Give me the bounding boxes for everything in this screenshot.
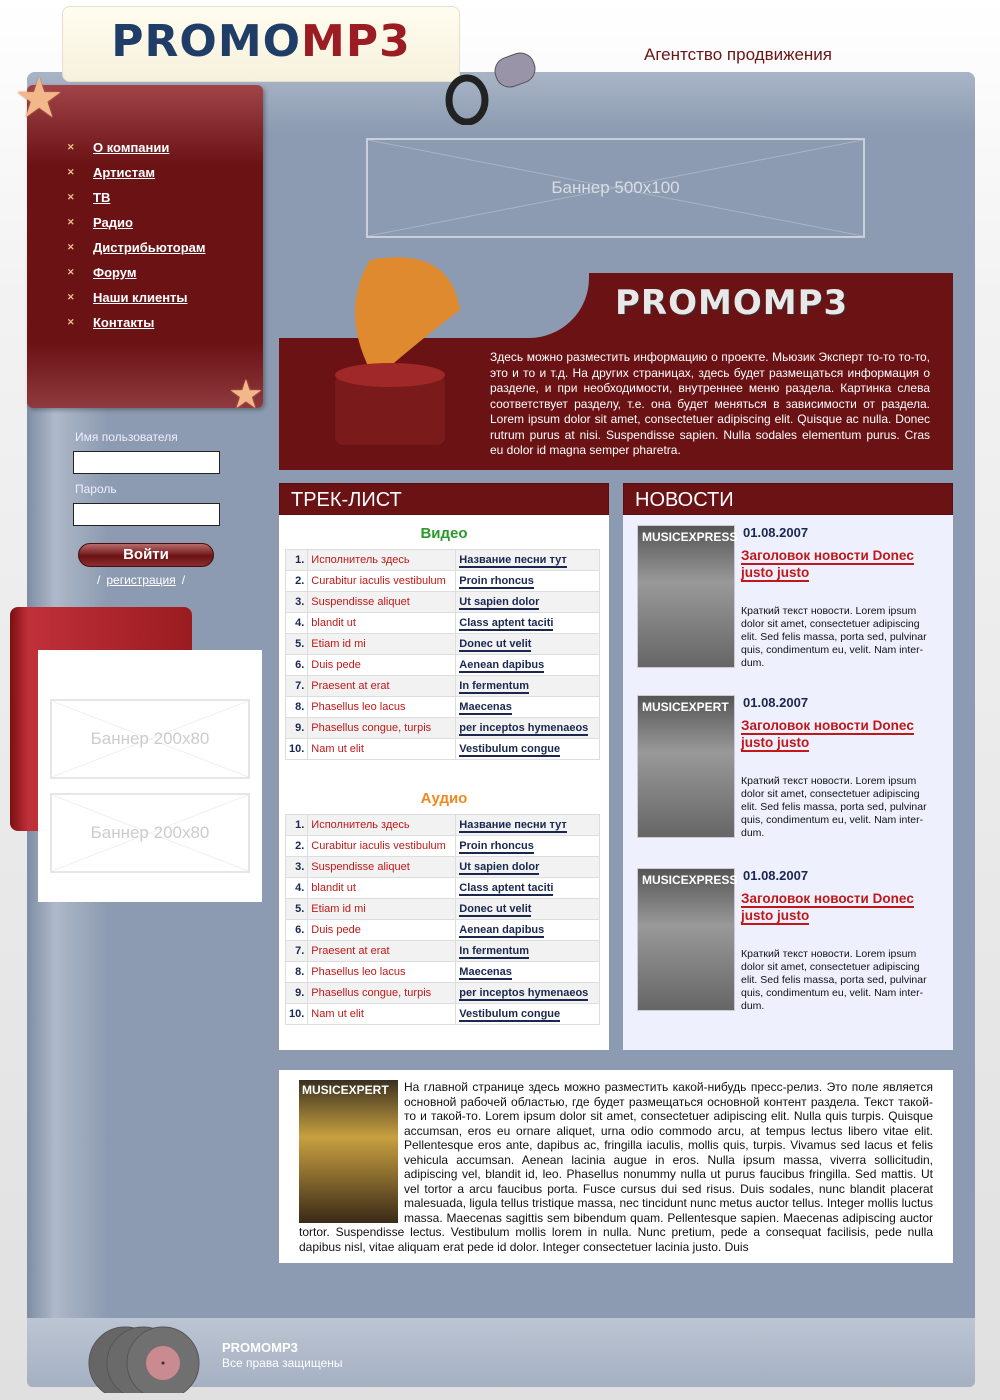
track-artist: blandit ut	[308, 613, 456, 634]
track-song-cell	[456, 920, 600, 941]
menu-link[interactable]: ТВ	[93, 190, 111, 205]
track-song-link[interactable]: Maecenas	[459, 701, 512, 713]
track-song-cell	[456, 634, 600, 655]
track-number: 5.	[286, 634, 308, 655]
track-song-link[interactable]: Aenean dapibus	[459, 924, 545, 936]
track-song-cell	[456, 550, 600, 571]
track-song-cell	[456, 962, 600, 983]
star-icon: ★	[228, 373, 264, 417]
track-song-link[interactable]: Class aptent taciti	[459, 882, 554, 894]
track-artist: Praesent at erat	[308, 676, 456, 697]
video-tracks-table	[285, 549, 600, 760]
track-number: 3.	[286, 592, 308, 613]
track-song-cell	[456, 878, 600, 899]
menu-item-clients[interactable]	[67, 285, 206, 310]
track-song-link[interactable]: Maecenas	[459, 966, 512, 978]
track-row	[286, 550, 600, 571]
banner-label: Баннер 500x100	[551, 178, 680, 197]
banner-500x100[interactable]	[366, 138, 865, 238]
track-artist: Etiam id mi	[308, 899, 456, 920]
track-artist: Phasellus leo lacus	[308, 697, 456, 718]
track-artist: Nam ut elit	[308, 739, 456, 760]
track-artist: Phasellus congue, turpis	[308, 983, 456, 1004]
side-banners	[38, 650, 262, 902]
track-number: 10.	[286, 739, 308, 760]
track-number: 6.	[286, 655, 308, 676]
menu-item-contacts[interactable]	[67, 310, 206, 335]
track-number: 4.	[286, 613, 308, 634]
bullet-icon: ✕	[67, 167, 75, 177]
main-menu	[27, 85, 263, 408]
audio-tracks-table	[285, 814, 600, 1025]
gramophone-image	[300, 250, 470, 460]
intro-title: PROMOMP3	[615, 283, 849, 323]
banner-200x80[interactable]	[50, 793, 250, 873]
menu-link[interactable]: Радио	[93, 215, 133, 230]
bullet-icon: ✕	[67, 242, 75, 252]
track-song-cell	[456, 941, 600, 962]
news-panel	[623, 483, 953, 1050]
track-artist: Etiam id mi	[308, 634, 456, 655]
track-song-cell	[456, 592, 600, 613]
menu-item-company[interactable]	[67, 135, 206, 160]
track-row	[286, 815, 600, 836]
track-artist: Duis pede	[308, 655, 456, 676]
track-artist: Исполнитель здесь	[308, 815, 456, 836]
track-artist: Praesent at erat	[308, 941, 456, 962]
track-row	[286, 697, 600, 718]
news-summary: Краткий текст новости. Lorem ipsum dolor sit amet, consectetuer adipiscing elit. Sed felis massa, porta sed, pulvinar quis, condimentum eu, velit. Nam inter-dum.	[741, 605, 927, 669]
track-artist: Duis pede	[308, 920, 456, 941]
news-image[interactable]	[637, 525, 738, 668]
track-number: 2.	[286, 836, 308, 857]
cover-label: MUSICEXPRESS	[642, 873, 738, 887]
news-headline-link[interactable]: Заголовок новости Donec justo justo	[741, 891, 914, 923]
menu-link[interactable]: Форум	[93, 265, 137, 280]
register-link[interactable]: регистрация	[106, 573, 176, 587]
track-row	[286, 655, 600, 676]
track-number: 9.	[286, 718, 308, 739]
track-number: 1.	[286, 815, 308, 836]
track-number: 1.	[286, 550, 308, 571]
intro-text: Здесь можно разместить информацию о проекте. Мьюзик Эксперт то-то то-то, это и то и т.д. На других страницах, здесь будет размещаться информация о разделе, и при необходимости, внутреннее меню раздела. Картинка слева соответствует разделу, т.е. она будет меняться в зависимости от раздела. Lorem ipsum dolor sit amet, consectetuer adipiscing elit. Quisque ac nulla. Donec rutrum purus at nisi. Suspendisse sapien. Nulla sodales elementum purus. Cras eu dolor id magna semper pharetra.	[490, 350, 930, 457]
banner-label: Баннер 200x80	[90, 729, 210, 748]
track-row	[286, 592, 600, 613]
track-row	[286, 857, 600, 878]
news-headline-link[interactable]: Заголовок новости Donec justo justo	[741, 548, 914, 580]
news-title: НОВОСТИ	[623, 483, 953, 515]
track-row	[286, 634, 600, 655]
track-song-link[interactable]: In fermentum	[459, 680, 529, 692]
track-row	[286, 941, 600, 962]
menu-item-tv[interactable]	[67, 185, 206, 210]
track-song-link[interactable]: Название песни тут	[459, 554, 567, 566]
logo[interactable]	[62, 6, 460, 82]
track-artist: Phasellus congue, turpis	[308, 718, 456, 739]
menu-item-distributors[interactable]	[67, 235, 206, 260]
track-song-cell	[456, 815, 600, 836]
menu-link[interactable]: О компании	[93, 140, 170, 155]
banner-200x80[interactable]	[50, 699, 250, 779]
track-row	[286, 878, 600, 899]
track-row	[286, 676, 600, 697]
track-song-link[interactable]: Название песни тут	[459, 819, 567, 831]
press-release-text: На главной странице здесь можно разместить какой-нибудь пресс-релиз. Это поле является основной рабочей областью, где будет размещаться основной контент раздела. Текст такой-то и такой-то. Lorem ipsum dolor sit amet, consectetuer adipiscing elit. Nulla quis turpis. Quisque accumsan, eros eu ornare aliquet, urna odio commodo arcu, at tempus lectus libero vitae elit. Pellentesque eros ante, dapibus ac, fringilla iaculis, mollis quis, turpis. Vivamus sed lacus et felis vehicula accumsan. Aenean lacinia augue in eros. Nulla ipsum massa, viverra sollicitudin, adipiscing vel, blandit id, leo. Phasellus nonummy nulla ut purus faucibus fringilla. Sed mattis. Ut vel tortor a arcu faucibus porta. Fusce cursus dui sed risus. Duis sodales, nunc blandit placerat malesuada, ligula tellus tristique massa, nec tincidunt nunc metus auctor tellus. Integer mollis luctus massa. Maecenas sagittis sem bibendum quam. Pellentesque sapien. Maecenas adipiscing auctor tortor. Suspendisse lectus. Vestibulum mollis lorem in nulla. Nunc pretium, pede a consequat facilisis, pede nulla dapibus nisl, vitae aliquam erat pede id dolor. Integer consectetuer lacinia justo. Duis	[299, 1080, 933, 1254]
register-row	[97, 573, 185, 587]
microphone-icon	[445, 45, 545, 125]
track-song-link[interactable]: Class aptent taciti	[459, 617, 554, 629]
track-song-cell	[456, 739, 600, 760]
menu-link[interactable]: Наши клиенты	[93, 290, 188, 305]
press-release	[279, 1070, 953, 1263]
track-row	[286, 613, 600, 634]
track-number: 9.	[286, 983, 308, 1004]
audio-label: Аудио	[420, 790, 468, 807]
track-number: 3.	[286, 857, 308, 878]
track-row	[286, 962, 600, 983]
track-song-cell	[456, 655, 600, 676]
track-song-cell	[456, 676, 600, 697]
track-row	[286, 1004, 600, 1025]
menu-link[interactable]: Артистам	[93, 165, 155, 180]
news-summary: Краткий текст новости. Lorem ipsum dolor sit amet, consectetuer adipiscing elit. Sed felis massa, porta sed, pulvinar quis, condimentum eu, velit. Nam inter-dum.	[741, 775, 927, 839]
bullet-icon: ✕	[67, 217, 75, 227]
track-number: 5.	[286, 899, 308, 920]
track-song-cell	[456, 1004, 600, 1025]
news-date: 01.08.2007	[743, 525, 809, 540]
track-row	[286, 983, 600, 1004]
news-headline-link[interactable]: Заголовок новости Donec justo justo	[741, 718, 914, 750]
news-headline	[741, 717, 941, 751]
track-song-link[interactable]: Proin rhoncus	[459, 575, 534, 587]
track-number: 7.	[286, 941, 308, 962]
track-row	[286, 836, 600, 857]
username-input[interactable]	[73, 451, 220, 474]
track-row	[286, 920, 600, 941]
cover-label: MUSICEXPERT	[642, 700, 729, 714]
password-label: Пароль	[75, 482, 117, 496]
footer-rights: Все права защищены	[222, 1356, 343, 1370]
track-song-link[interactable]: Proin rhoncus	[459, 840, 534, 852]
username-label: Имя пользователя	[75, 430, 178, 444]
track-artist: Исполнитель здесь	[308, 550, 456, 571]
track-song-link[interactable]: per inceptos hymenaeos	[459, 987, 589, 999]
menu-link[interactable]: Контакты	[93, 315, 155, 330]
news-headline	[741, 547, 941, 581]
track-song-cell	[456, 718, 600, 739]
track-song-cell	[456, 836, 600, 857]
logo-text-a: PROMO	[111, 16, 302, 67]
cover-label: MUSICEXPERT	[302, 1083, 389, 1097]
tracklist-panel	[279, 483, 609, 1050]
track-song-cell	[456, 857, 600, 878]
news-image[interactable]	[637, 868, 738, 1011]
separator: /	[97, 573, 101, 587]
track-row	[286, 718, 600, 739]
track-song-link[interactable]: Donec ut velit	[459, 638, 532, 650]
star-icon: ★	[14, 66, 65, 129]
track-song-cell	[456, 697, 600, 718]
news-date: 01.08.2007	[743, 868, 809, 883]
track-number: 10.	[286, 1004, 308, 1025]
track-artist: Suspendisse aliquet	[308, 857, 456, 878]
separator: /	[181, 573, 186, 587]
track-artist: Curabitur iaculis vestibulum	[308, 836, 456, 857]
track-row	[286, 571, 600, 592]
track-artist: Phasellus leo lacus	[308, 962, 456, 983]
track-song-cell	[456, 983, 600, 1004]
news-summary: Краткий текст новости. Lorem ipsum dolor sit amet, consectetuer adipiscing elit. Sed felis massa, porta sed, pulvinar quis, condimentum eu, velit. Nam inter-dum.	[741, 948, 927, 1012]
track-artist: Nam ut elit	[308, 1004, 456, 1025]
tracklist-title: ТРЕК-ЛИСТ	[279, 483, 609, 515]
track-artist: Curabitur iaculis vestibulum	[308, 571, 456, 592]
track-song-link[interactable]: Vestibulum congue	[459, 1008, 561, 1020]
logo-text-b: MP3	[301, 16, 411, 67]
track-song-link[interactable]: Aenean dapibus	[459, 659, 545, 671]
track-song-cell	[456, 571, 600, 592]
menu-link[interactable]: Дистрибьюторам	[93, 240, 206, 255]
news-headline	[741, 890, 941, 924]
track-song-cell	[456, 899, 600, 920]
menu-item-radio[interactable]	[67, 210, 206, 235]
cover-label: MUSICEXPRESS	[642, 530, 738, 544]
video-label: Видео	[420, 525, 468, 542]
track-song-link[interactable]: Ut sapien dolor	[459, 596, 540, 608]
menu-item-artists[interactable]	[67, 160, 206, 185]
bullet-icon: ✕	[67, 317, 75, 327]
footer-brand: PROMOMP3	[222, 1340, 298, 1355]
track-number: 4.	[286, 878, 308, 899]
magazine-cover-image	[299, 1080, 398, 1223]
track-number: 8.	[286, 697, 308, 718]
track-number: 8.	[286, 962, 308, 983]
login-button[interactable]: Войти	[78, 543, 214, 567]
track-song-link[interactable]: In fermentum	[459, 945, 529, 957]
track-number: 2.	[286, 571, 308, 592]
track-song-link[interactable]: Vestibulum congue	[459, 743, 561, 755]
track-number: 6.	[286, 920, 308, 941]
banner-label: Баннер 200x80	[90, 823, 210, 842]
track-song-link[interactable]: Ut sapien dolor	[459, 861, 540, 873]
tagline: Агентство продвижения	[644, 45, 833, 64]
bullet-icon: ✕	[67, 267, 75, 277]
password-input[interactable]	[73, 503, 220, 526]
news-date: 01.08.2007	[743, 695, 809, 710]
bullet-icon: ✕	[67, 292, 75, 302]
bullet-icon: ✕	[67, 192, 75, 202]
track-artist: Suspendisse aliquet	[308, 592, 456, 613]
track-row	[286, 899, 600, 920]
menu-item-forum[interactable]	[67, 260, 206, 285]
track-row	[286, 739, 600, 760]
news-image[interactable]	[637, 695, 735, 838]
bullet-icon: ✕	[67, 142, 75, 152]
track-song-link[interactable]: per inceptos hymenaeos	[459, 722, 589, 734]
track-song-cell	[456, 613, 600, 634]
track-artist: blandit ut	[308, 878, 456, 899]
vinyl-records-icon	[88, 1323, 208, 1393]
track-song-link[interactable]: Donec ut velit	[459, 903, 532, 915]
track-number: 7.	[286, 676, 308, 697]
